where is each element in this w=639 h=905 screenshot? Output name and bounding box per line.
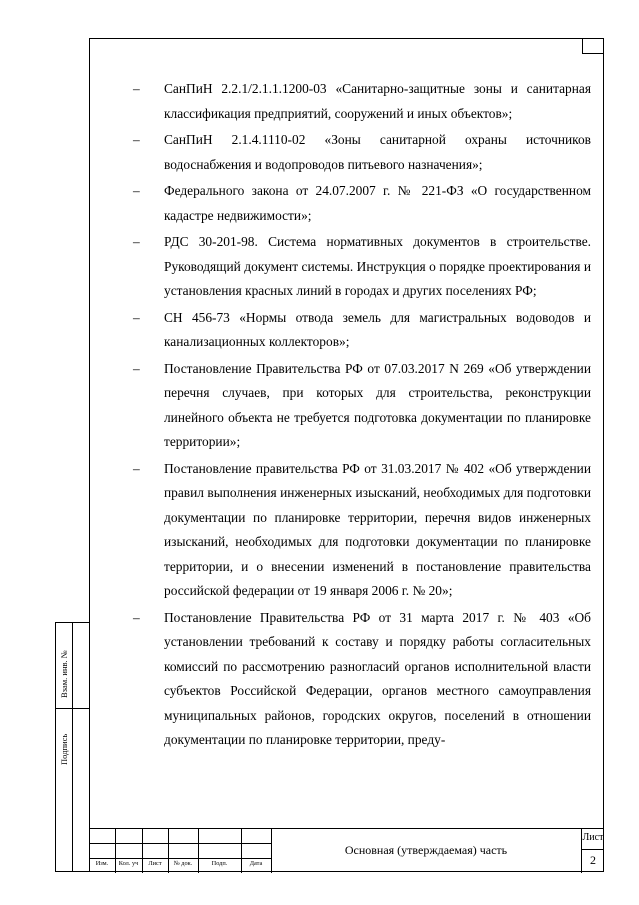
list-dash: – [133, 609, 140, 625]
list-item-text: СН 456-73 «Нормы отвода земель для магистральных водоводов и канализационных коллекторов»; [164, 309, 591, 349]
list-item [133, 306, 591, 355]
list-dash: – [133, 360, 140, 376]
side-stamp-divider [72, 622, 73, 872]
list-item [133, 179, 591, 228]
list-dash: – [133, 81, 140, 96]
title-block-header: № док. [173, 860, 193, 867]
title-block-header: Подп. [211, 860, 228, 867]
document-section-title: Основная (утверждаемая) часть [344, 843, 508, 857]
corner-box [582, 38, 604, 54]
list-dash: – [133, 132, 140, 147]
list-item [133, 128, 591, 177]
list-item-text: Постановление Правительства РФ от 31 марта 2017 г. № 403 «Об установлении требований к составу и порядку работы согласительных комиссий по рассмотрению разногласий органов исполнительной власти субъектов Российской Федерации, органов местного самоуправления муниципальных районов, городских округов, поселений в отношении документации по планировке территории, преду- [164, 609, 591, 747]
side-label-signature: Подпись [59, 733, 69, 765]
title-block-header: Дата [249, 860, 263, 867]
list-item-text: СанПиН 2.2.1/2.1.1.1200-03 «Санитарно-защитные зоны и санитарная классификация предприятий, сооружений и иных объектов»; [164, 81, 591, 121]
list-item-text: Федерального закона от 24.07.2007 г. № 221-ФЗ «О государственном кадастре недвижимости»; [164, 183, 591, 223]
title-block-header: Лист [148, 860, 162, 867]
list-dash: – [133, 309, 140, 325]
list-dash: – [133, 234, 140, 249]
side-stamp-separator [55, 708, 89, 709]
list-item-text: СанПиН 2.1.4.1110-02 «Зоны санитарной охраны источников водоснабжения и водопроводов питьевого назначения»; [164, 132, 591, 172]
list-dash: – [133, 183, 140, 198]
list-item [133, 230, 591, 304]
document-body [133, 77, 591, 755]
list-item [133, 77, 591, 126]
list-item-text: РДС 30-201-98. Система нормативных документов в строительстве. Руководящий документ системы. Инструкция о порядке проектирования и установления красных линий в городах и других поселениях РФ; [164, 234, 591, 298]
sheet-label: Лист [582, 832, 604, 843]
list-item [133, 457, 591, 604]
list-dash: – [133, 460, 140, 476]
list-item [133, 357, 591, 455]
title-block-header: Изм. [95, 860, 109, 867]
list-item-text: Постановление правительства РФ от 31.03.2017 № 402 «Об утверждении правил выполнения инженерных изысканий, необходимых для подготовки документации по планировке территории, перечня видов инженерных изысканий, необходимых для подготовки документации по планировке территории, и о внесении изменений в постановление правительства российской федерации от 19 января 2006 г. № 20»; [164, 460, 591, 598]
list-item-text: Постановление Правительства РФ от 07.03.2017 N 269 «Об утверждении перечня случаев, при которых для строительства, реконструкции линейного объекта не требуется подготовка документации по планировке территории»; [164, 360, 591, 449]
list-item [133, 606, 591, 753]
sheet-number: 2 [590, 853, 596, 867]
title-block-header: Кол. уч [118, 860, 139, 867]
side-label-inventory: Взам. инв. № [59, 650, 69, 698]
